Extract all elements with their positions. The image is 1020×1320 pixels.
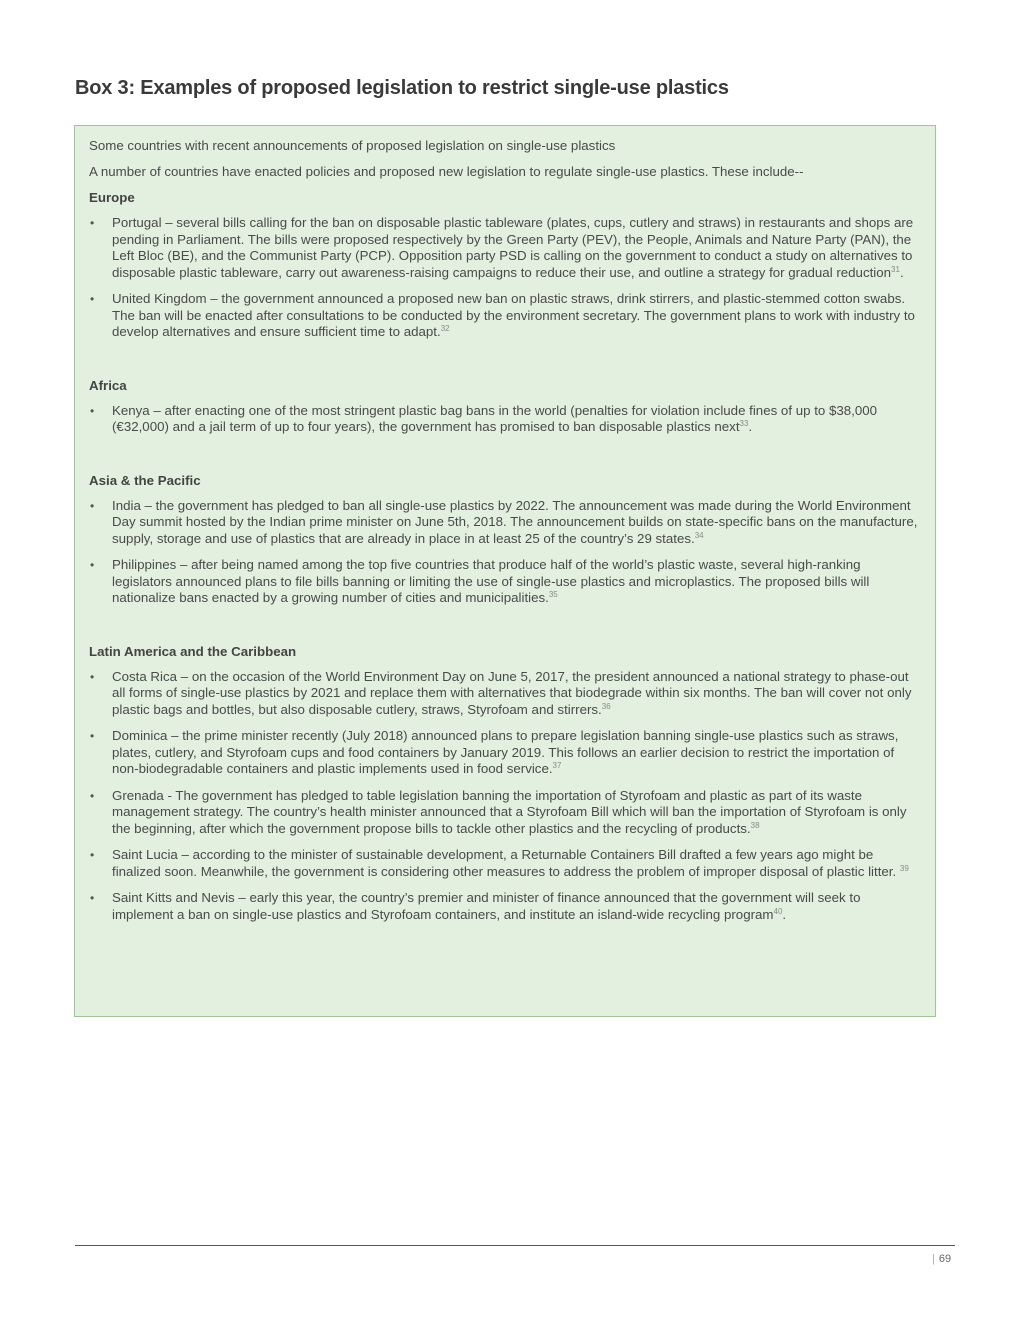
list-item <box>89 215 923 281</box>
footnote-ref: 34 <box>694 530 704 540</box>
item-tail: . <box>899 264 904 280</box>
list-item <box>89 403 923 436</box>
section-heading: Asia & the Pacific <box>89 472 201 488</box>
footer-separator: | <box>932 1253 935 1265</box>
item-text: Saint Kitts and Nevis – early this year, the country’s premier and minister of finance announced that the government will seek to implement a ban on single-use plastics and Styrofoam containers, and institute an island-wide recycling program <box>112 890 861 922</box>
section-europe <box>89 190 923 341</box>
item-tail: . <box>782 906 787 922</box>
page-number: 69 <box>938 1253 952 1265</box>
bullet-list <box>89 215 923 341</box>
footnote-ref: 31 <box>891 264 900 274</box>
section-heading: Europe <box>89 190 135 205</box>
box-content <box>89 138 923 933</box>
item-tail: . <box>748 419 753 434</box>
list-item <box>89 557 923 607</box>
item-text: Costa Rica – on the occasion of the World Environment Day on June 5, 2017, the president announced a national strategy to phase-out all forms of single-use plastics by 2021 and replace them with alternatives that biodegrade within six months. The ban will cover not only plastic bags and bottles, but also disposable cutlery, straws, Styrofoam and stirrers. <box>112 668 912 717</box>
item-text: Philippines – after being named among the top five countries that produce half of the world’s plastic waste, several high-ranking legislators announced plans to file bills banning or limiting the use of single-use plastics and microplastics. The proposed bills will nationalize bans enacted by a growing number of cities and municipalities. <box>112 557 870 605</box>
section-heading: Latin America and the Caribbean <box>89 643 297 659</box>
footnote-ref: 39 <box>899 863 909 873</box>
footnote-ref: 33 <box>739 419 749 428</box>
item-text: Portugal – several bills calling for the ban on disposable plastic tableware (plates, cups, cutlery and straws) in restaurants and shops are pending in Parliament. The bills were proposed respectively by the Green Party (PEV), the People, Animals and Nature Party (PAN), the Left Bloc (BE), and the Communist Party (PCP). Opposition party PSD is calling on the government to conduct a study on alternatives to disposable plastic tableware, carry out awareness-raising campaigns to reduce their use, and outline a strategy for gradual reduction <box>112 215 914 280</box>
section-latin-america-caribbean <box>89 644 923 924</box>
box-intro-text: A number of countries have enacted policies and proposed new legislation to regulate single-use plastics. These include-- <box>89 163 804 179</box>
bullet-list <box>89 669 923 924</box>
footnote-ref: 37 <box>552 761 562 770</box>
footnote-ref: 36 <box>601 701 611 711</box>
list-item <box>89 669 923 719</box>
footnote-ref: 35 <box>548 590 558 599</box>
box-intro-heading: Some countries with recent announcements of proposed legislation on single-use plastics <box>89 138 616 153</box>
list-item <box>89 890 923 923</box>
page-title: Box 3: Examples of proposed legislation to restrict single-use plastics <box>75 77 729 99</box>
item-text: India – the government has pledged to ban all single-use plastics by 2022. The announcement was made during the World Environment Day summit hosted by the Indian prime minister on June 5th, 2018. The announcement builds on state-specific bans on the manufacture, supply, storage and use of plastics that are already in place in at least 25 of the country’s 29 states. <box>112 497 918 546</box>
item-text: Grenada - The government has pledged to table legislation banning the importation of Styrofoam and plastic as part of its waste management strategy. The country’s health minister announced that a Styrofoam Bill which will ban the importation of Styrofoam is only the beginning, after which the government propose bills to tackle other plastics and the recycling of products. <box>112 787 907 836</box>
item-text: Kenya – after enacting one of the most stringent plastic bag bans in the world (penalties for violation include fines of up to $38,000 (€32,000) and a jail term of up to four years), the government has promised to ban disposable plastics next <box>112 402 878 434</box>
section-asia-pacific <box>89 473 923 607</box>
bullet-list <box>89 403 923 436</box>
list-item <box>89 847 923 880</box>
section-heading: Africa <box>89 377 127 393</box>
footer-divider <box>75 1245 955 1246</box>
list-item <box>89 291 923 341</box>
item-text: Dominica – the prime minister recently (July 2018) announced plans to prepare legislation banning single-use plastics such as straws, plates, cutlery, and Styrofoam cups and food containers by January 2019. This follows an earlier decision to restrict the importation of non-biodegradable containers and plastic implements used in food service. <box>112 728 899 776</box>
list-item <box>89 498 923 548</box>
list-item <box>89 728 923 778</box>
footnote-ref: 40 <box>773 906 783 916</box>
section-africa <box>89 378 923 436</box>
bullet-list <box>89 498 923 607</box>
footnote-ref: 32 <box>440 324 450 333</box>
footnote-ref: 38 <box>750 820 760 830</box>
page-footer <box>932 1253 951 1265</box>
list-item <box>89 788 923 838</box>
legislation-box <box>74 125 936 1017</box>
item-text: Saint Lucia – according to the minister of sustainable development, a Returnable Containers Bill drafted a few years ago might be finalized soon. Meanwhile, the government is considering other measures to address the problem of improper disposal of plastic litter. <box>112 847 900 879</box>
item-text: United Kingdom – the government announced a proposed new ban on plastic straws, drink stirrers, and plastic-stemmed cotton swabs. The ban will be enacted after consultations to be conducted by the environment secretary. The government plans to work with industry to develop alternatives and ensure sufficient time to adapt. <box>112 291 915 339</box>
